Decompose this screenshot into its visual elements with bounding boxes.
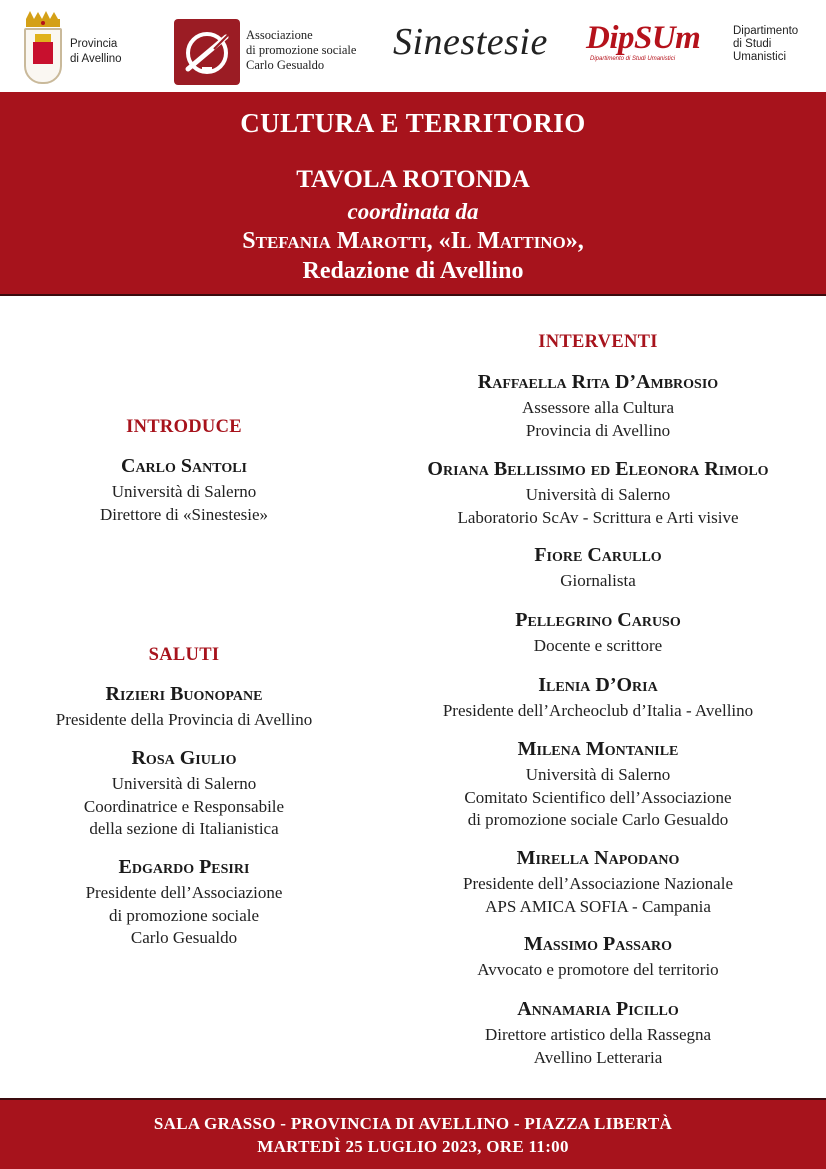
speaker-role: Direttore artistico della Rassegna: [484, 1025, 712, 1044]
speaker-name: Annamaria Picillo: [517, 998, 679, 1020]
speaker-name: Mirella Napodano: [516, 847, 680, 869]
speaker-role: APS AMICA SOFIA - Campania: [485, 896, 711, 916]
speaker-block: [378, 998, 818, 1069]
speaker-name: Fiore Carullo: [534, 544, 662, 566]
saluti-heading: SALUTI: [148, 645, 220, 665]
speaker-name: Edgardo Pesiri: [118, 856, 250, 878]
speaker-role: Assessore alla Cultura: [521, 398, 675, 417]
sinestesie-logo: Sinestesie: [393, 21, 548, 63]
dipsum-wordmark: DipSUm: [586, 20, 701, 56]
event-header: [0, 92, 826, 294]
province-crest-logo: [20, 10, 66, 86]
moderator-name: Stefania Marotti, «Il Mattino»,: [242, 228, 584, 254]
speaker-block: [378, 933, 818, 982]
speaker-name: Milena Montanile: [517, 738, 679, 760]
speaker-role: Coordinatrice e Responsabile: [83, 796, 285, 816]
speaker-name: Pellegrino Caruso: [515, 609, 681, 631]
speaker-block: [378, 674, 818, 723]
speaker-role: Avvocato e promotore del territorio: [477, 960, 719, 979]
department-logo-line: Umanistici: [733, 51, 787, 63]
speaker-role: Laboratorio ScAv - Scrittura e Arti visive: [457, 507, 739, 527]
coordinated-by-label: coordinata da: [347, 199, 479, 224]
department-logo-line: Dipartimento: [733, 25, 799, 37]
event-title: CULTURA E TERRITORIO: [240, 108, 586, 138]
speaker-role: Università di Salerno: [525, 485, 671, 504]
speaker-block: [0, 747, 368, 841]
speaker-block: [378, 847, 818, 918]
speaker-role: Carlo Gesualdo: [130, 928, 238, 947]
dipsum-subtext: Dipartimento di Studi Umanistici: [590, 56, 676, 62]
speaker-role: di promozione sociale Carlo Gesualdo: [467, 810, 729, 829]
speaker-name: Rizieri Buonopane: [105, 683, 263, 705]
event-datetime: MARTEDÌ 25 LUGLIO 2023, ORE 11:00: [257, 1137, 569, 1156]
speaker-role: Presidente dell’Associazione: [85, 883, 283, 902]
association-logo-line: Associazione: [246, 28, 313, 42]
department-logo-line: di Studi: [733, 38, 772, 50]
association-logo-line: Carlo Gesualdo: [246, 58, 325, 72]
logo-strip: [0, 0, 826, 92]
speaker-name: Rosa Giulio: [131, 747, 237, 769]
association-logo: [174, 19, 240, 85]
province-logo-text: [70, 37, 122, 67]
speaker-block: [378, 738, 818, 832]
speaker-role: Giornalista: [560, 571, 636, 590]
event-footer: [0, 1098, 826, 1169]
speaker-role: della sezione di Italianistica: [89, 819, 279, 838]
speaker-block: [378, 371, 818, 442]
speaker-block: [0, 683, 368, 732]
speaker-role: Comitato Scientifico dell’Associazione: [464, 787, 732, 807]
speaker-role: Avellino Letteraria: [533, 1047, 663, 1067]
footer-divider: [0, 1098, 826, 1100]
speaker-block: [378, 458, 818, 529]
speaker-block: [378, 544, 818, 593]
speaker-block: [20, 455, 348, 526]
crown-icon: [24, 10, 62, 28]
speaker-name: Raffaella Rita D’Ambrosio: [477, 371, 719, 393]
introduce-heading: INTRODUCE: [126, 417, 242, 437]
crest-castle-icon: [33, 42, 53, 64]
speaker-role: Provincia di Avellino: [525, 420, 671, 440]
department-logo-text: [733, 25, 798, 64]
province-logo-line: di Avellino: [70, 53, 122, 65]
crest-shield: [24, 28, 62, 84]
association-logo-text: [246, 28, 356, 73]
speaker-role: Università di Salerno: [111, 774, 257, 793]
speaker-role: di promozione sociale: [108, 905, 260, 925]
header-divider: [0, 294, 826, 296]
speaker-role: Presidente dell’Archeoclub d’Italia - Avellino: [442, 701, 754, 720]
moderator-newsroom: Redazione di Avellino: [302, 258, 524, 284]
speaker-name: Ilenia D’Oria: [538, 674, 658, 696]
speaker-role: Università di Salerno: [111, 482, 257, 501]
speaker-role: Presidente della Provincia di Avellino: [55, 710, 313, 729]
speaker-block: [0, 856, 368, 950]
interventi-heading: INTERVENTI: [538, 332, 658, 352]
event-venue: SALA GRASSO - PROVINCIA DI AVELLINO - PIAZZA LIBERTÀ: [153, 1114, 673, 1133]
speaker-role: Università di Salerno: [525, 765, 671, 784]
speaker-name: Oriana Bellissimo ed Eleonora Rimolo: [427, 458, 769, 480]
speaker-name: Carlo Santoli: [121, 455, 247, 477]
speaker-role: Docente e scrittore: [533, 636, 663, 655]
speaker-role: Presidente dell’Associazione Nazionale: [462, 874, 733, 893]
province-logo-line: Provincia: [70, 38, 118, 50]
pen-emblem-icon: [174, 19, 240, 85]
speaker-block: [378, 609, 818, 658]
speaker-name: Massimo Passaro: [523, 933, 673, 955]
association-logo-line: di promozione sociale: [246, 43, 357, 57]
event-subtitle: TAVOLA ROTONDA: [296, 166, 530, 193]
speaker-role: Direttore di «Sinestesie»: [99, 504, 269, 524]
dipsum-logo: [586, 20, 726, 62]
